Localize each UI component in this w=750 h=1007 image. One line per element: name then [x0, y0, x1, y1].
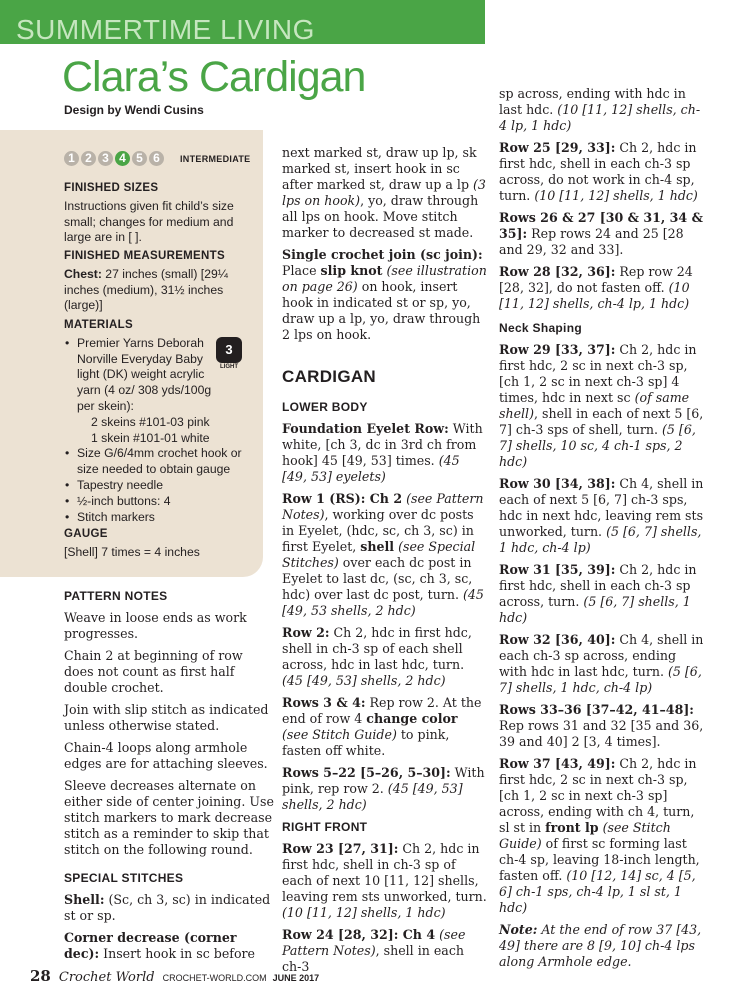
shell-text: (Sc, ch 3, sc) in indicated st or sp. [64, 892, 271, 923]
page-footer [30, 967, 319, 985]
text-run: Rep rows 24 and 25 [28 and 29, 32 and 33]. [499, 226, 684, 257]
row-label: Rows 26 & 27 [30 & 31, 34 & 35]: [499, 210, 703, 241]
finished-sizes-section [64, 181, 259, 246]
materials-item-text: Premier Yarns Deborah Norville Everyday Baby light (DK) weight acrylic yarn (4 oz/ 308 yds/100g per skein): [77, 335, 212, 413]
skill-level-scale [64, 151, 250, 166]
row-label: Row 31 [35, 39]: [499, 562, 616, 577]
pattern-notes-heading: PATTERN NOTES [64, 589, 168, 603]
text-run: Ch 2, hdc in first hdc, 2 sc in next ch-3 sp, [ch 1, 2 sc in next ch-3 sp] across, ending with ch 4, turn, sl st in [499, 756, 697, 835]
text-run: (of same shell) [499, 390, 690, 421]
right-front-heading: RIGHT FRONT [282, 820, 368, 834]
armhole-note [499, 922, 704, 970]
finished-measurements-section [64, 249, 259, 314]
text-run: (see Stitch Guide) [282, 727, 397, 742]
text-run: (45 [49, 53] shells, 2 hdc) [282, 673, 446, 688]
pattern-note: Weave in loose ends as work progresses. [64, 610, 247, 641]
text-run: next marked st, draw up lp, sk marked st, insert hook in sc after marked st, draw up a lp [282, 145, 477, 192]
magazine-url: CROCHET-WORLD.COM [162, 973, 267, 983]
rows-3-4 [282, 695, 487, 759]
sc-join-label: Single crochet join (sc join): [282, 247, 483, 262]
text-run: Ch 2, hdc in first hdc, shell in ch-3 sp of each of next 10 [11, 12] shells, leaving rem sts unworked, turn. [282, 841, 487, 904]
section-kicker: SUMMERTIME LIVING [16, 14, 315, 45]
page-number: 28 [30, 967, 51, 985]
yarn-weight-label: LIGHT [220, 364, 238, 370]
text-run: on hook, insert hook in indicated st or sp, yo, draw up a lp, yo, draw through 2 lps on hook. [282, 279, 481, 342]
row-label: Rows 3 & 4: [282, 695, 366, 710]
corner-text: Insert hook in sc before [99, 946, 256, 961]
column-1 [64, 588, 274, 968]
text-run: Place [282, 263, 321, 278]
text-run: , working over dc posts in Eyelet, (hdc, sc, ch 3, sc) in first Eyelet, [282, 507, 474, 554]
materials-item: • Size G/6/4mm crochet hook or size needed to obtain gauge [77, 446, 259, 478]
corner-decrease-continued [282, 145, 487, 241]
row-31 [499, 562, 704, 626]
yarn-weight-number: 3 [216, 337, 242, 363]
gauge-heading: GAUGE [64, 528, 108, 540]
text-run: (45 [49, 53] shells, 2 hdc) [282, 781, 463, 812]
lower-body-heading: LOWER BODY [282, 400, 368, 414]
row-label: Row 29 [33, 37]: [499, 342, 616, 357]
shell-definition [64, 892, 274, 924]
corner-decrease-definition [64, 930, 274, 962]
pattern-note: Chain 2 at beginning of row does not count as first half double crochet. [64, 648, 243, 695]
text-run: (45 [49, 53] eyelets) [282, 453, 460, 484]
gauge-section [64, 527, 259, 561]
text-run: Rep row 24 [28, 32], do not fasten off. [499, 264, 693, 295]
row-1 [282, 491, 487, 619]
rows-26-27 [499, 210, 704, 258]
row-label: Row 25 [29, 33]: [499, 140, 616, 155]
text-run: (see illustration on page 26) [282, 263, 487, 294]
pattern-note: Join with slip stitch as indicated unless otherwise stated. [64, 702, 269, 733]
skill-level-1: 1 [64, 151, 79, 166]
text-run: over each dc post in Eyelet to last dc, (sc, ch 3, sc, hdc) over last dc post, turn. [282, 555, 473, 602]
measurements-heading: FINISHED MEASUREMENTS [64, 250, 225, 262]
text-run: shell [360, 539, 395, 554]
skein-line: 2 skeins #101-03 pink [91, 414, 210, 429]
note-label: Note: [499, 922, 538, 937]
corner-label: Corner decrease (corner dec): [64, 930, 237, 961]
chest-text: 27 inches (small) [29¼ inches (medium), 31½ inches (large)] [64, 266, 228, 313]
text-run: slip knot [320, 263, 383, 278]
text-run: Rep rows 31 and 32 [35 and 36, 39 and 40] 2 [3, 4 times]. [499, 718, 704, 749]
cardigan-heading: CARDIGAN [282, 367, 377, 386]
row-label: Row 30 [34, 38]: [499, 476, 616, 491]
text-run: (see Pattern Notes) [282, 491, 484, 522]
materials-item: • Stitch markers [77, 510, 259, 526]
skill-level-5: 5 [132, 151, 147, 166]
text-run: (see Pattern Notes) [282, 927, 466, 958]
skill-level-4: 4 [115, 151, 130, 166]
text-run: sp across, ending with hdc in last hdc. [499, 86, 686, 117]
chest-measurement [64, 267, 259, 314]
skill-level-3: 3 [98, 151, 113, 166]
row-label: Row 24 [28, 32]: Ch 4 [282, 927, 436, 942]
pattern-title: Clara’s Cardigan [62, 53, 366, 101]
skill-level-label: INTERMEDIATE [180, 153, 251, 164]
pattern-note: Chain-4 loops along armhole edges are for attaching sleeves. [64, 740, 268, 771]
text-run: (5 [6, 7] shells, 1 hdc) [499, 594, 691, 625]
column-2 [282, 145, 487, 981]
text-run: Ch 2, hdc in first hdc, 2 sc in next ch-3 sp, [ch 1, 2 sc in next ch-3 sp] 4 times, hdc in next sc [499, 342, 697, 405]
text-run: (10 [11, 12] shells, ch-4 lp, 1 hdc) [499, 102, 701, 133]
pattern-note: Sleeve decreases alternate on either side of center joining. Use stitch markers to mark decrease stitch as a reminder to skip that stitch on the following round. [64, 778, 274, 857]
text-run: (see Stitch Guide) [499, 820, 671, 851]
shell-label: Shell: [64, 892, 105, 907]
skill-level-2: 2 [81, 151, 96, 166]
text-run: (10 [11, 12] shells, ch-4 lp, 1 hdc) [499, 280, 690, 311]
designer-byline: Design by Wendi Cusins [64, 103, 204, 117]
rows-33-36 [499, 702, 704, 750]
row-29 [499, 342, 704, 470]
text-run: (5 [6, 7] shells, 1 hdc, ch-4 lp) [499, 524, 702, 555]
row-label: Foundation Eyelet Row: [282, 421, 449, 436]
magazine-name: Crochet World [58, 970, 155, 985]
text-run: Ch 2, hdc in first hdc, shell in ch-3 sp of each shell across, hdc in last hdc, turn. [282, 625, 472, 672]
row-label: Row 32 [36, 40]: [499, 632, 616, 647]
gauge-text: [Shell] 7 times = 4 inches [64, 544, 200, 559]
row-label: Rows 5–22 [5–26, 5–30]: [282, 765, 451, 780]
skein-line: 1 skein #101-01 white [91, 430, 210, 445]
foundation-row [282, 421, 487, 485]
column-3 [499, 86, 704, 976]
chest-label: Chest: [64, 266, 102, 281]
text-run: (5 [6, 7] shells, 10 sc, 4 ch-1 sps, 2 hdc) [499, 422, 696, 469]
text-run: Ch 2, hdc in first hdc, shell in each ch-3 sp across, do not work in ch-4 sp, turn. [499, 140, 697, 203]
text-run: (10 [12, 14] sc, 4 [5, 6] ch-1 sps, ch-4 lp, 1 sl st, 1 hdc) [499, 868, 696, 915]
materials-item: • ½-inch buttons: 4 [77, 494, 259, 510]
row-37 [499, 756, 704, 916]
text-run: Rep row 2. At the end of row 4 [282, 695, 482, 726]
text-run: (5 [6, 7] shells, 1 hdc, ch-4 lp) [499, 664, 702, 695]
text-run: (see Special Stitches) [282, 539, 476, 570]
text-run: Ch 4, shell in each of next 5 [6, 7] ch-3 sps, hdc in next hdc, leaving rem sts unworked, turn. [499, 476, 704, 539]
text-run: to pink, fasten off white. [282, 727, 450, 758]
section-banner [0, 0, 485, 44]
text-run: (10 [11, 12] shells, 1 hdc) [282, 905, 446, 920]
row-2 [282, 625, 487, 689]
skill-level-6: 6 [149, 151, 164, 166]
text-run: front lp [545, 820, 599, 835]
text-run: With white, [ch 3, dc in 3rd ch from hook] 45 [49, 53] times. [282, 421, 483, 468]
issue-date: JUNE 2017 [272, 973, 320, 983]
neck-shaping-heading: Neck Shaping [499, 321, 582, 335]
row-25 [499, 140, 704, 204]
finished-sizes-text: Instructions given fit child’s size small; changes for medium and large are in [ ]. [64, 198, 234, 245]
yarn-weight-icon [214, 337, 244, 371]
finished-sizes-heading: FINISHED SIZES [64, 182, 159, 194]
row-label: Rows 33–36 [37–42, 41–48]: [499, 702, 694, 717]
row-28 [499, 264, 704, 312]
note-text: At the end of row 37 [43, 49] there are 8 [9, 10] ch-4 lps along Armhole edge. [499, 922, 702, 969]
text-run: With pink, rep row 2. [282, 765, 485, 796]
text-run: , shell in each of next 5 [6, 7] ch-3 sps of shell, turn. [499, 406, 704, 437]
row-label: Row 28 [32, 36]: [499, 264, 616, 279]
text-run: of first sc forming last ch-4 sp, leaving 18-inch length, fasten off. [499, 836, 700, 883]
text-run: Ch 4, shell in each ch-3 sp across, ending with hdc in last hdc, turn. [499, 632, 704, 679]
row-label: Row 23 [27, 31]: [282, 841, 399, 856]
row-32 [499, 632, 704, 696]
row-label: Row 2: [282, 625, 330, 640]
row-24-continued [499, 86, 704, 134]
rows-5-22 [282, 765, 487, 813]
text-run: change color [366, 711, 458, 726]
text-run: , yo, draw through all lps on hook. Move stitch marker to decreased st made. [282, 193, 479, 240]
text-run: (45 [49, 53 shells, 2 hdc) [282, 587, 484, 618]
row-30 [499, 476, 704, 556]
row-label: Row 1 (RS): Ch 2 [282, 491, 403, 506]
row-label: Row 37 [43, 49]: [499, 756, 616, 771]
materials-heading: MATERIALS [64, 319, 133, 331]
materials-item: • Tapestry needle [77, 478, 259, 494]
text-run: , shell in each ch-3 [282, 943, 464, 974]
text-run: (10 [11, 12] shells, 1 hdc) [534, 188, 698, 203]
text-run: Ch 2, hdc in first hdc, shell in each ch-3 sp across, turn. [499, 562, 697, 609]
text-run: (3 lps on hook) [282, 177, 486, 208]
row-23 [282, 841, 487, 921]
special-stitches-heading: SPECIAL STITCHES [64, 871, 184, 885]
sc-join-definition [282, 247, 487, 343]
